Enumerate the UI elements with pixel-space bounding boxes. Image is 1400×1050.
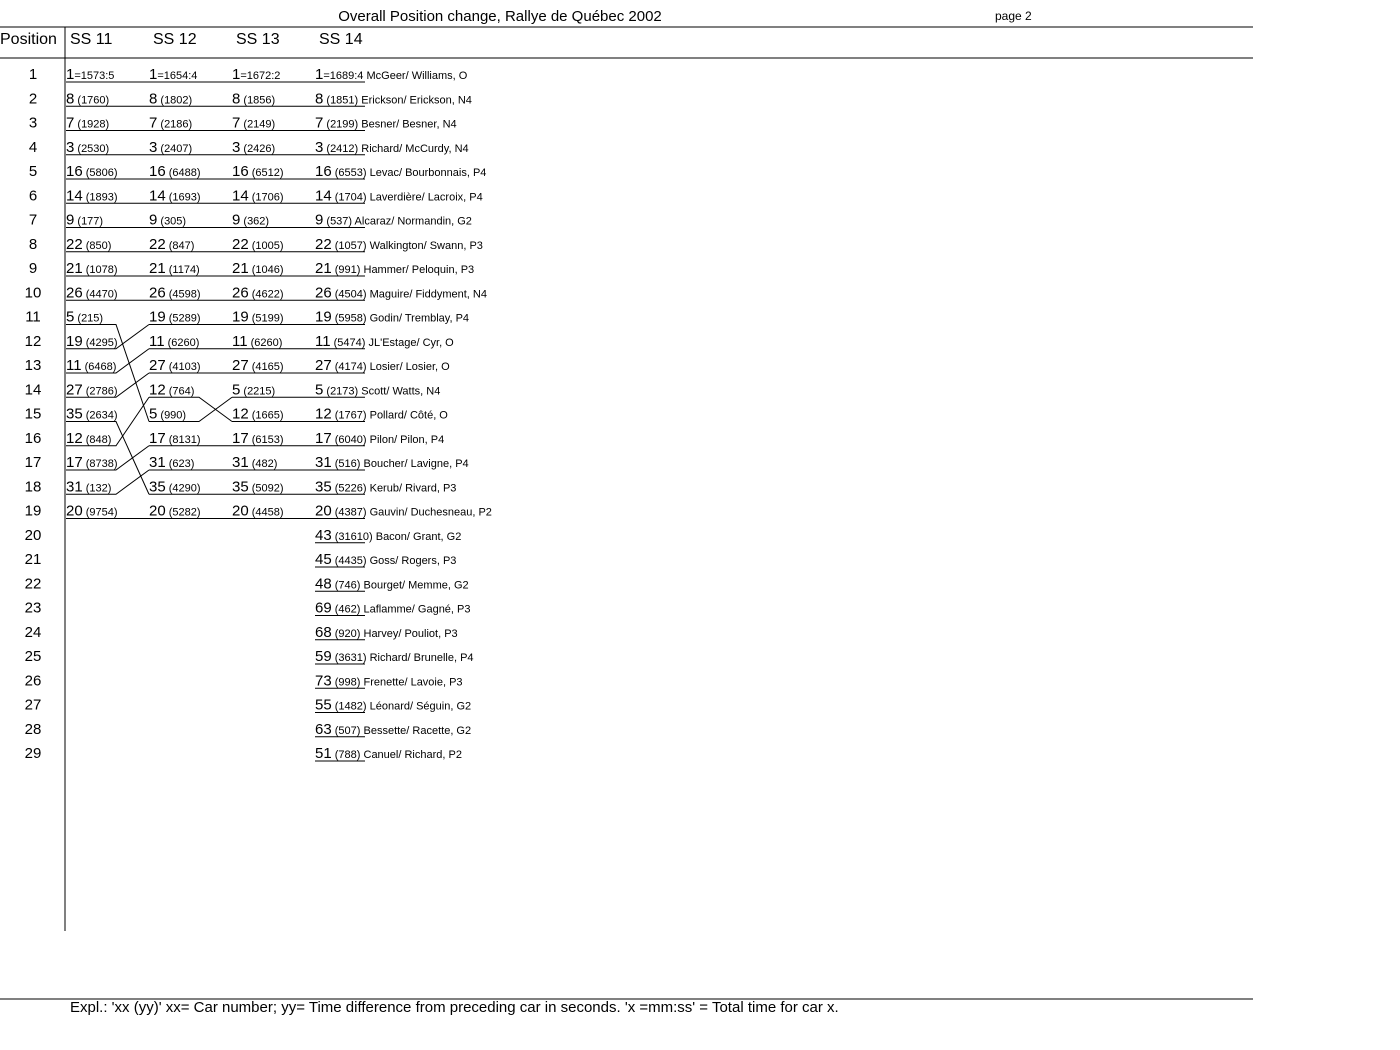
page-number: page 2 xyxy=(995,9,1032,23)
stage-entry: 8 (1856) xyxy=(232,90,276,108)
stage-entry: 26 (4504) Maguire/ Fiddyment, N4 xyxy=(315,284,487,302)
stage-entry: 35 (5226) Kerub/ Rivard, P3 xyxy=(315,478,457,496)
stage-entry: 9 (362) xyxy=(232,211,270,229)
position-number: 26 xyxy=(24,672,42,690)
stage-entry: 45 (4435) Goss/ Rogers, P3 xyxy=(315,551,457,568)
position-number: 21 xyxy=(24,551,42,568)
stage-entry: 12 (764) xyxy=(149,381,195,399)
stage-entry: 31 (516) Boucher/ Lavigne, P4 xyxy=(315,454,469,471)
position-column-header: Position xyxy=(0,31,57,48)
stage-entry: 27 (4174) Losier/ Losier, O xyxy=(315,357,450,374)
stage-entry: 35 (2634) xyxy=(66,405,118,423)
position-number: 24 xyxy=(24,623,42,641)
stage-entry: 3 (2426) xyxy=(232,138,276,156)
stage-entry: 19 (4295) xyxy=(66,332,118,350)
stage-entry: 16 (6512) xyxy=(232,163,284,180)
stage-entry: 5 (2173) Scott/ Watts, N4 xyxy=(315,381,441,399)
stage-entry: 20 (9754) xyxy=(66,502,118,520)
position-number: 20 xyxy=(24,526,42,544)
stage-entry: 21 (1174) xyxy=(149,260,200,277)
stage-entry: 51 (788) Canuel/ Richard, P2 xyxy=(315,745,462,762)
stage-entry: 17 (6153) xyxy=(232,429,284,447)
stage-entry: 19 (5289) xyxy=(149,308,201,326)
stage-entry: 12 (1665) xyxy=(232,405,284,423)
stage-entry: 27 (2786) xyxy=(66,381,118,399)
position-number: 14 xyxy=(24,381,42,399)
stage-entry: 26 (4470) xyxy=(66,284,118,302)
position-number: 17 xyxy=(24,454,42,471)
stage-entry: 11 (6260) xyxy=(232,332,283,350)
position-number: 1 xyxy=(28,66,38,83)
stage-entry: 69 (462) Laflamme/ Gagné, P3 xyxy=(315,599,471,617)
stage-entry: 17 (8738) xyxy=(66,454,118,471)
position-number: 4 xyxy=(28,138,38,156)
stage-entry: 16 (6553) Levac/ Bourbonnais, P4 xyxy=(315,163,487,180)
position-number: 25 xyxy=(24,648,42,665)
stage-entry: 22 (1057) Walkington/ Swann, P3 xyxy=(315,235,483,253)
explanation-note: Expl.: 'xx (yy)' xx= Car number; yy= Time difference from preceding car in seconds. 'x =mm:ss' = Total time for car x. xyxy=(70,999,839,1016)
stage-entry: 55 (1482) Léonard/ Séguin, G2 xyxy=(315,696,472,714)
stage-entry: 12 (1767) Pollard/ Côté, O xyxy=(315,405,448,423)
stage-entry: 7 (1928) xyxy=(66,114,110,132)
stage-entries xyxy=(66,66,492,762)
stage-entry: 16 (5806) xyxy=(66,163,118,180)
position-number: 18 xyxy=(24,478,42,496)
stage-entry: 22 (847) xyxy=(149,235,195,253)
position-number: 27 xyxy=(24,696,42,714)
stage-entry: 14 (1704) Laverdière/ Lacroix, P4 xyxy=(315,187,483,205)
stage-entry: 31 (623) xyxy=(149,454,195,471)
stage-entry: 35 (4290) xyxy=(149,478,201,496)
stage-entry: 48 (746) Bourget/ Memme, G2 xyxy=(315,575,469,593)
stage-entry: 14 (1893) xyxy=(66,187,118,205)
position-number: 15 xyxy=(24,405,42,423)
stage-entry: 11 (6468) xyxy=(66,357,117,374)
stage-entry: 14 (1693) xyxy=(149,187,201,205)
position-number: 5 xyxy=(28,163,38,180)
stage-entry: 5 (215) xyxy=(66,308,104,326)
stage-entry: 22 (850) xyxy=(66,235,112,253)
stage-header-ss11: SS 11 xyxy=(70,31,113,48)
stage-entry: 17 (8131) xyxy=(149,429,201,447)
position-number: 22 xyxy=(24,575,42,593)
stage-header-ss14: SS 14 xyxy=(319,31,363,48)
stage-entry: 20 (4387) Gauvin/ Duchesneau, P2 xyxy=(315,502,492,520)
stage-entry: 17 (6040) Pilon/ Pilon, P4 xyxy=(315,429,445,447)
stage-entry: 19 (5958) Godin/ Tremblay, P4 xyxy=(315,308,470,326)
stage-entry: 1=1573:5 xyxy=(66,66,115,83)
position-number: 7 xyxy=(28,211,38,229)
page-title: Overall Position change, Rallye de Québec 2002 xyxy=(338,8,662,25)
stage-entry: 20 (4458) xyxy=(232,502,284,520)
position-number: 23 xyxy=(24,599,42,617)
position-number: 8 xyxy=(28,235,38,253)
stage-entry: 1=1689:4 McGeer/ Williams, O xyxy=(315,66,468,83)
stage-entry: 12 (848) xyxy=(66,429,112,447)
stage-entry: 21 (1046) xyxy=(232,260,284,277)
stage-entry: 9 (305) xyxy=(149,211,187,229)
stage-entry: 9 (177) xyxy=(66,211,104,229)
stage-entry: 1=1654:4 xyxy=(149,66,198,83)
position-number: 9 xyxy=(28,260,38,277)
stage-entry: 43 (31610) Bacon/ Grant, G2 xyxy=(315,526,462,544)
stage-entry: 21 (991) Hammer/ Peloquin, P3 xyxy=(315,260,475,277)
stage-entry: 7 (2186) xyxy=(149,114,193,132)
stage-entry: 7 (2149) xyxy=(232,114,276,132)
stage-entry: 3 (2530) xyxy=(66,138,110,156)
stage-entry: 35 (5092) xyxy=(232,478,284,496)
stage-entry: 19 (5199) xyxy=(232,308,284,326)
position-numbers xyxy=(25,66,42,762)
stage-entry: 22 (1005) xyxy=(232,235,284,253)
stage-entry: 20 (5282) xyxy=(149,502,201,520)
position-number: 6 xyxy=(28,187,38,205)
stage-entry: 11 (5474) JL'Estage/ Cyr, O xyxy=(315,332,454,350)
stage-entry: 9 (537) Alcaraz/ Normandin, G2 xyxy=(315,211,472,229)
stage-entry: 7 (2199) Besner/ Besner, N4 xyxy=(315,114,457,132)
stage-entry: 5 (2215) xyxy=(232,381,276,399)
stage-entry: 8 (1760) xyxy=(66,90,110,108)
position-number: 2 xyxy=(28,90,38,108)
stage-header-ss13: SS 13 xyxy=(236,31,280,48)
stage-header-ss12: SS 12 xyxy=(153,31,197,48)
stage-entry: 11 (6260) xyxy=(149,332,200,350)
stage-entry: 27 (4165) xyxy=(232,357,284,374)
position-number: 10 xyxy=(24,284,42,302)
position-number: 13 xyxy=(24,357,42,374)
stage-entry: 8 (1851) Erickson/ Erickson, N4 xyxy=(315,90,472,108)
stage-entry: 26 (4622) xyxy=(232,284,284,302)
stage-entry: 1=1672:2 xyxy=(232,66,281,83)
position-number: 28 xyxy=(24,720,42,738)
position-number: 12 xyxy=(24,332,42,350)
position-number: 11 xyxy=(25,308,41,326)
stage-entry: 59 (3631) Richard/ Brunelle, P4 xyxy=(315,648,474,665)
stage-entry: 31 (132) xyxy=(66,478,112,496)
position-number: 16 xyxy=(24,429,42,447)
stage-entry: 5 (990) xyxy=(149,405,187,423)
stage-entry: 21 (1078) xyxy=(66,260,118,277)
stage-entry: 68 (920) Harvey/ Pouliot, P3 xyxy=(315,623,458,641)
stage-entry: 16 (6488) xyxy=(149,163,201,180)
stage-entry: 27 (4103) xyxy=(149,357,201,374)
stage-entry: 73 (998) Frenette/ Lavoie, P3 xyxy=(315,672,463,690)
position-number: 3 xyxy=(28,114,38,132)
position-number: 29 xyxy=(24,745,42,762)
stage-entry: 31 (482) xyxy=(232,454,278,471)
stage-entry: 26 (4598) xyxy=(149,284,201,302)
stage-entry: 3 (2412) Richard/ McCurdy, N4 xyxy=(315,138,469,156)
stage-entry: 14 (1706) xyxy=(232,187,284,205)
position-number: 19 xyxy=(24,502,42,520)
stage-entry: 63 (507) Bessette/ Racette, G2 xyxy=(315,720,472,738)
stage-entry: 3 (2407) xyxy=(149,138,193,156)
stage-entry: 8 (1802) xyxy=(149,90,193,108)
